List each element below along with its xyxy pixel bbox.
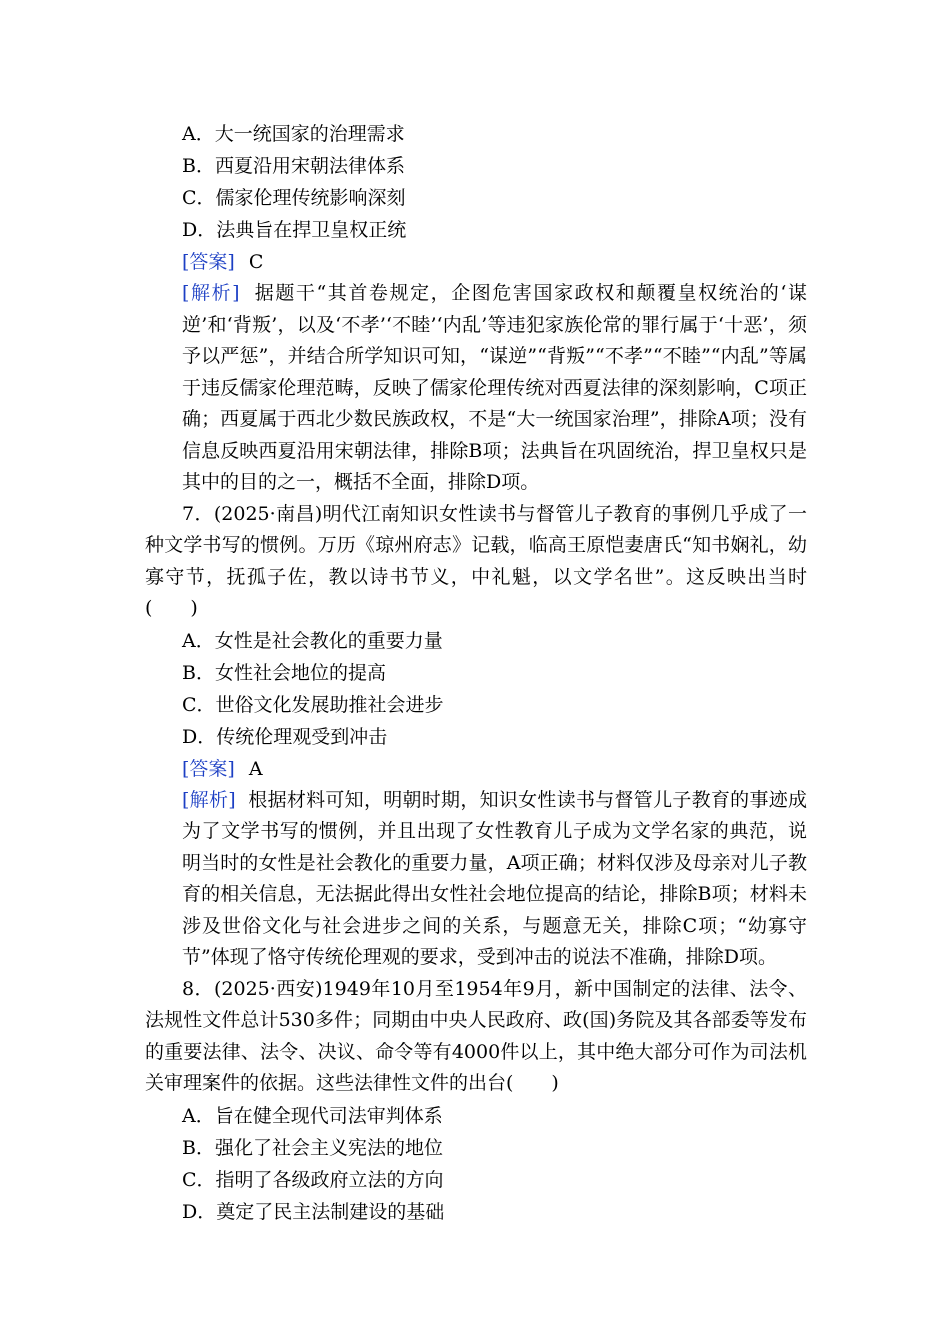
q6-option-c[interactable]: C．儒家伦理传统影响深刻 [182,187,406,209]
q8-option-b[interactable]: B．强化了社会主义宪法的地位 [182,1136,443,1159]
q7-option-c[interactable]: C．世俗文化发展助推社会进步 [182,693,444,716]
q7-option-b[interactable]: B．女性社会地位的提高 [182,661,386,684]
q7-analysis [145,785,807,974]
q7-option-a[interactable]: A．女性是社会教化的重要力量 [182,629,443,652]
q7-option-d[interactable]: D．传统伦理观受到冲击 [182,725,388,748]
answer-tag: [答案] [182,251,235,273]
analysis-text: 根据材料可知，明朝时期，知识女性读书与督管儿子教育的事迹成为了文学书写的惯例，并且出现了女性教育儿子成为文学名家的典范，说明当时的女性是社会教化的重要力量，A项正确；材料仅涉及母亲对儿子教育的相关信息，无法据此得出女性社会地位提高的结论，排除B项；材料未涉及世俗文化与社会进步之间的关系，与题意无关，排除C项；“幼寡守节”体现了恪守传统伦理观的要求，受到冲击的说法不准确，排除D项。 [182,788,807,968]
q6-answer [145,246,807,278]
answer-value: A [248,757,263,780]
q7-answer [145,753,807,785]
q8-option-a[interactable]: A．旨在健全现代司法审判体系 [182,1104,443,1127]
answer-value: C [248,251,264,273]
q6-option-b[interactable]: B．西夏沿用宋朝法律体系 [182,155,405,177]
analysis-tag: [解析] [182,788,236,811]
question-7-stem: 7．(2025·南昌)明代江南知识女性读书与督管儿子教育的事例几乎成了一种文学书写的惯例。万历《琼州府志》记载，临高王原恺妻唐氏“知书娴礼，幼寡守节，抚孤子佐，教以诗书节义，中礼魁，以文学名世”。这反映出当时( ) [145,502,807,619]
question-8-options [145,1100,807,1228]
answer-tag: [答案] [182,757,235,780]
q6-analysis [145,278,807,499]
q8-option-d[interactable]: D．奠定了民主法制建设的基础 [182,1200,445,1223]
document-page [145,118,807,1228]
question-7-options [145,625,807,753]
question-6-options [145,118,807,246]
analysis-text: 据题干“其首卷规定，企图危害国家政权和颠覆皇权统治的‘谋逆’和‘背叛’，以及‘不孝’‘不睦’‘内乱’等违犯家族伦常的罪行属于‘十恶’，须予以严惩”，并结合所学知识可知，“谋逆”“背叛”“不孝”“不睦”“内乱”等属于违反儒家伦理范畴，反映了儒家伦理传统对西夏法律的深刻影响，C项正确；西夏属于西北少数民族政权，不是“大一统国家治理”，排除A项；没有信息反映西夏沿用宋朝法律，排除B项；法典旨在巩固统治，捍卫皇权只是其中的目的之一，概括不全面，排除D项。 [182,282,807,493]
q8-option-c[interactable]: C．指明了各级政府立法的方向 [182,1168,444,1191]
q6-option-d[interactable]: D．法典旨在捍卫皇权正统 [182,219,407,241]
q6-option-a[interactable]: A．大一统国家的治理需求 [182,123,405,145]
analysis-tag: [解析] [182,282,240,304]
question-8-stem: 8．(2025·西安)1949年10月至1954年9月，新中国制定的法律、法令、法规性文件总计530多件；同期由中央人民政府、政(国)务院及其各部委等发布的重要法律、法令、决议、命令等有4000件以上，其中绝大部分可作为司法机关审理案件的依据。这些法律性文件的出台( ) [145,977,807,1094]
